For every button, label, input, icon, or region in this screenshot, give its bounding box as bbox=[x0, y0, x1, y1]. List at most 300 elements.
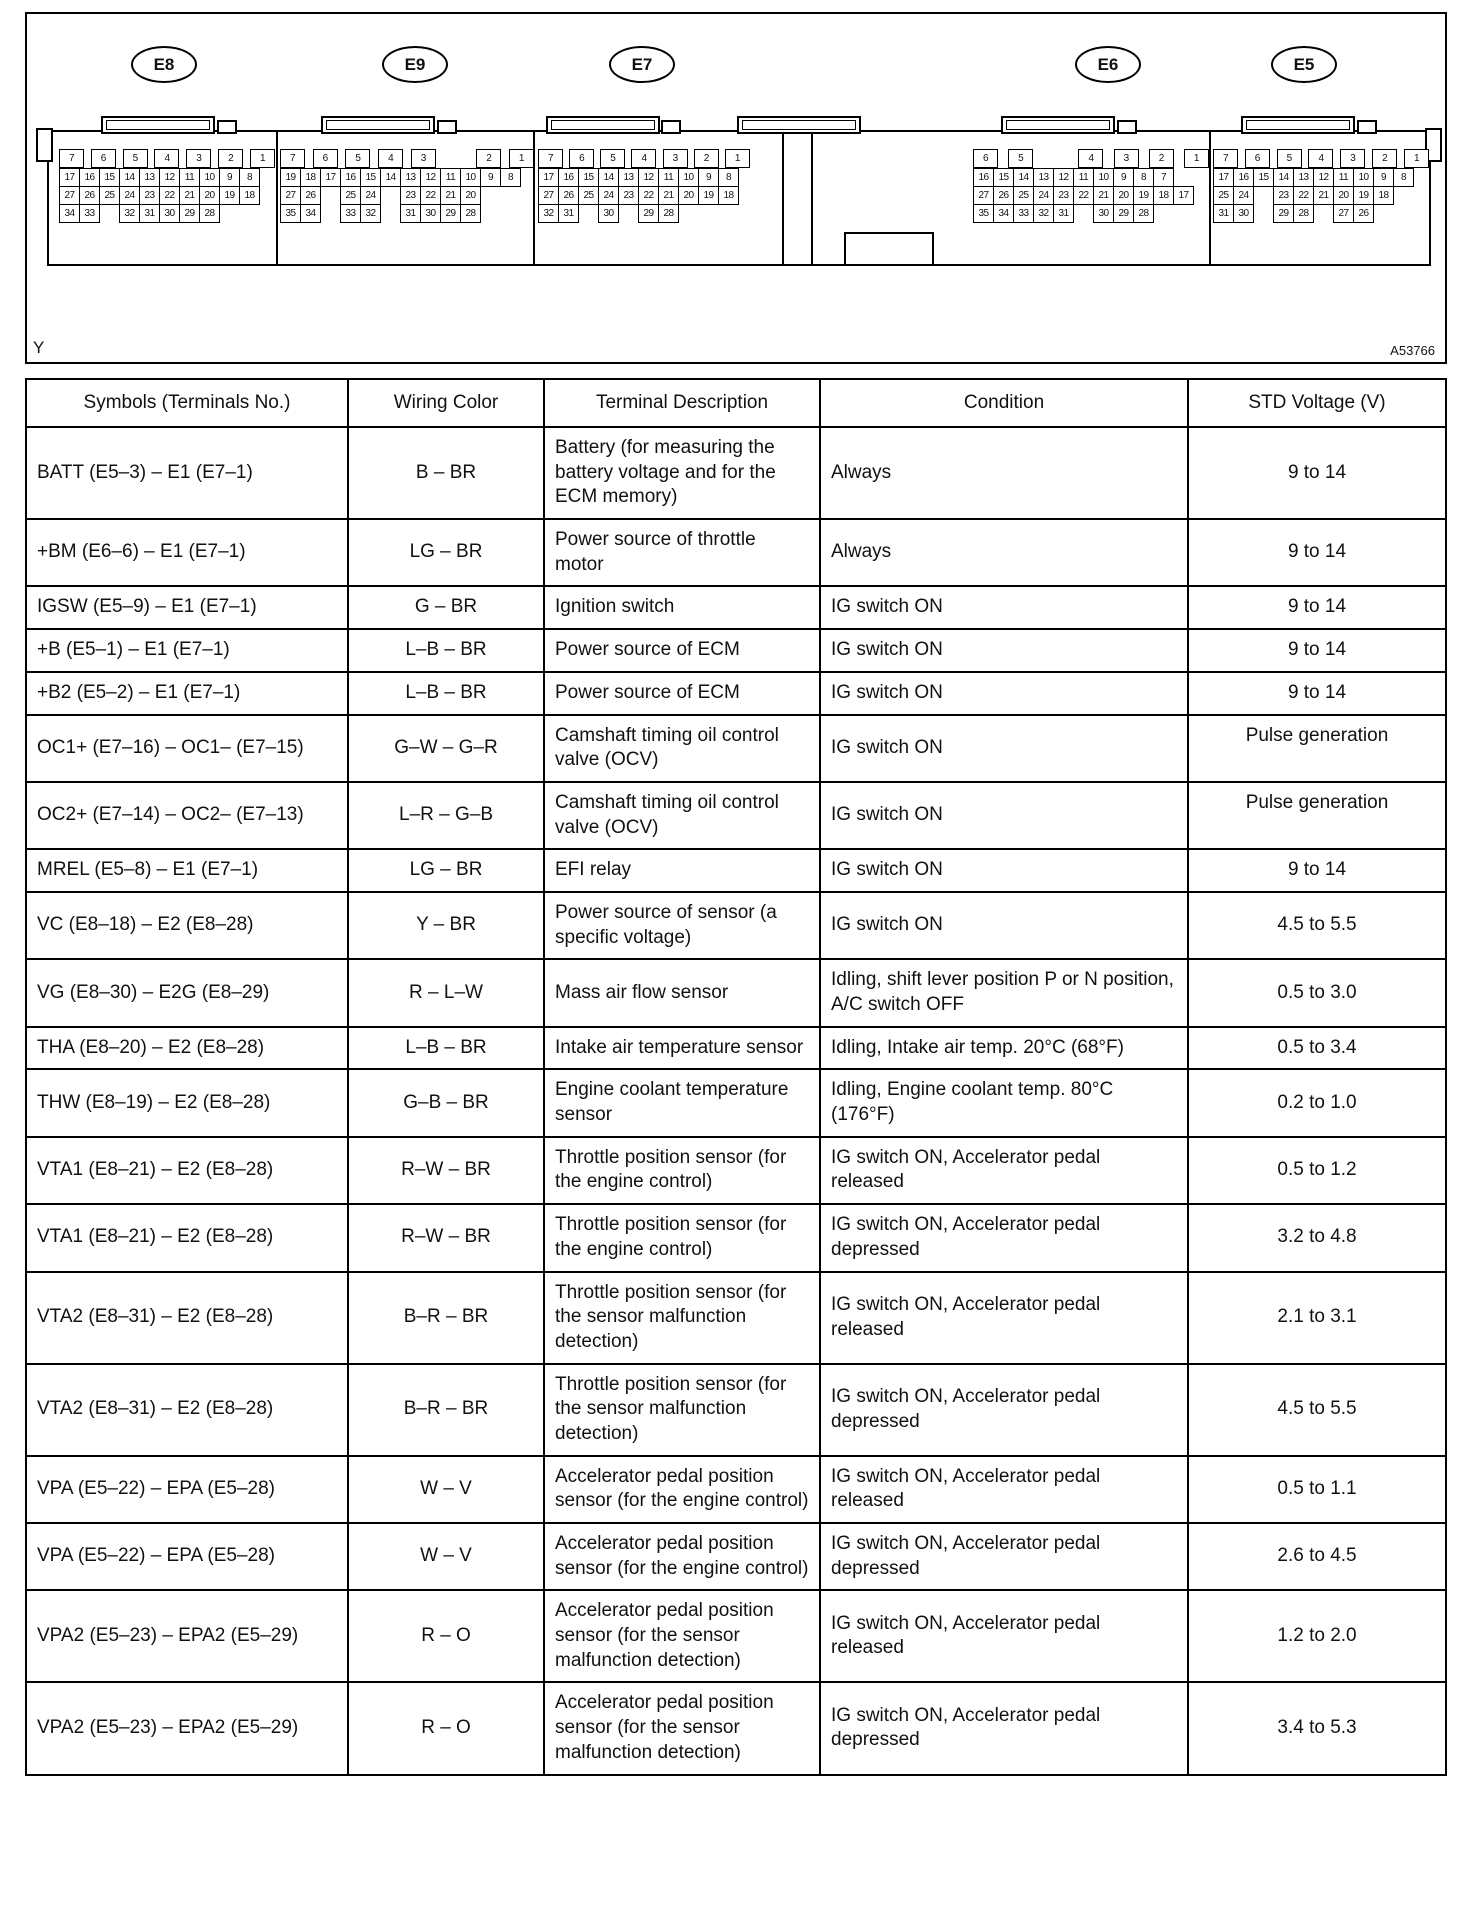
pin-cell: 6 bbox=[569, 149, 594, 168]
table-cell: Always bbox=[820, 519, 1188, 586]
table-cell: Always bbox=[820, 427, 1188, 519]
pin-cell: 15 bbox=[99, 168, 120, 187]
pin-cell: 18 bbox=[1153, 186, 1174, 205]
pin-row bbox=[973, 204, 1209, 223]
pin-row bbox=[59, 186, 275, 205]
pin-cell: 2 bbox=[694, 149, 719, 168]
corner-label: Y bbox=[33, 338, 45, 357]
pin-cell: 35 bbox=[973, 204, 994, 223]
table-cell: 0.5 to 1.1 bbox=[1188, 1456, 1446, 1523]
table-row bbox=[26, 1027, 1446, 1070]
pin-cell: 12 bbox=[638, 168, 659, 187]
pin-row bbox=[538, 204, 750, 223]
pin-cell: 15 bbox=[578, 168, 599, 187]
table-cell: THW (E8–19) – E2 (E8–28) bbox=[26, 1069, 348, 1136]
table-cell: IG switch ON, Accelerator pedal released bbox=[820, 1272, 1188, 1364]
pin-cell: 11 bbox=[1333, 168, 1354, 187]
pin-cell: 17 bbox=[538, 168, 559, 187]
pin-cell: 27 bbox=[973, 186, 994, 205]
table-cell: W – V bbox=[348, 1523, 544, 1590]
table-cell: MREL (E5–8) – E1 (E7–1) bbox=[26, 849, 348, 892]
table-cell: VPA2 (E5–23) – EPA2 (E5–29) bbox=[26, 1682, 348, 1774]
pin-gap bbox=[618, 204, 639, 223]
pin-cell: 27 bbox=[59, 186, 80, 205]
pin-cell: 4 bbox=[1078, 149, 1103, 168]
pin-cell: 20 bbox=[199, 186, 220, 205]
table-cell: R–W – BR bbox=[348, 1204, 544, 1271]
table-cell: IG switch ON, Accelerator pedal depressed bbox=[820, 1523, 1188, 1590]
pin-cell: 5 bbox=[1008, 149, 1033, 168]
pin-cell: 19 bbox=[280, 168, 301, 187]
pin-cell: 24 bbox=[598, 186, 619, 205]
table-cell: Battery (for measuring the battery voltage and for the ECM memory) bbox=[544, 427, 820, 519]
pin-cell: 14 bbox=[1273, 168, 1294, 187]
pin-cell: 29 bbox=[638, 204, 659, 223]
table-cell: Camshaft timing oil control valve (OCV) bbox=[544, 782, 820, 849]
pin-cell: 10 bbox=[199, 168, 220, 187]
pin-cell: 1 bbox=[725, 149, 750, 168]
table-cell: Idling, Engine coolant temp. 80°C (176°F) bbox=[820, 1069, 1188, 1136]
table-row bbox=[26, 1069, 1446, 1136]
table-cell: IGSW (E5–9) – E1 (E7–1) bbox=[26, 586, 348, 629]
pin-cell: 22 bbox=[159, 186, 180, 205]
pin-cell: 20 bbox=[1333, 186, 1354, 205]
mounting-tab bbox=[321, 116, 435, 134]
pin-cell: 30 bbox=[1093, 204, 1114, 223]
pin-cell: 11 bbox=[1073, 168, 1094, 187]
pin-cell: 21 bbox=[179, 186, 200, 205]
pin-cell: 32 bbox=[119, 204, 140, 223]
pin-cell: 4 bbox=[154, 149, 179, 168]
pin-cell: 11 bbox=[440, 168, 461, 187]
pin-cell: 30 bbox=[159, 204, 180, 223]
pin-cell: 14 bbox=[380, 168, 401, 187]
pin-cell: 14 bbox=[119, 168, 140, 187]
table-cell: IG switch ON, Accelerator pedal depressed bbox=[820, 1204, 1188, 1271]
table-cell: IG switch ON bbox=[820, 849, 1188, 892]
pin-gap bbox=[444, 149, 469, 168]
table-cell: Mass air flow sensor bbox=[544, 959, 820, 1026]
pin-cell: 1 bbox=[1404, 149, 1429, 168]
pin-cell: 30 bbox=[420, 204, 441, 223]
table-cell: Pulse generation bbox=[1188, 715, 1446, 782]
table-row bbox=[26, 1272, 1446, 1364]
pin-cell: 17 bbox=[1213, 168, 1234, 187]
pin-cell: 22 bbox=[1293, 186, 1314, 205]
pin-cell: 23 bbox=[139, 186, 160, 205]
pin-cell: 33 bbox=[1013, 204, 1034, 223]
table-body bbox=[26, 427, 1446, 1775]
pin-cell: 31 bbox=[139, 204, 160, 223]
column-header: Symbols (Terminals No.) bbox=[26, 379, 348, 427]
pin-row bbox=[280, 149, 534, 168]
pin-cell: 33 bbox=[340, 204, 361, 223]
mounting-tab bbox=[737, 116, 861, 134]
pin-cell: 24 bbox=[360, 186, 381, 205]
pin-cell: 12 bbox=[159, 168, 180, 187]
table-cell: R–W – BR bbox=[348, 1137, 544, 1204]
mounting-tab bbox=[101, 116, 215, 134]
pin-cell: 20 bbox=[678, 186, 699, 205]
table-cell: OC2+ (E7–14) – OC2– (E7–13) bbox=[26, 782, 348, 849]
pin-cell: 25 bbox=[340, 186, 361, 205]
pin-cell: 12 bbox=[420, 168, 441, 187]
pin-gap bbox=[320, 186, 341, 205]
mounting-lug bbox=[1117, 120, 1137, 134]
pin-cell: 9 bbox=[480, 168, 501, 187]
pin-cell: 24 bbox=[1233, 186, 1254, 205]
pin-cell: 24 bbox=[119, 186, 140, 205]
table-cell: VC (E8–18) – E2 (E8–28) bbox=[26, 892, 348, 959]
table-cell: Ignition switch bbox=[544, 586, 820, 629]
ecm-housing bbox=[47, 130, 1431, 266]
pin-cell: 7 bbox=[538, 149, 563, 168]
pin-cell: 2 bbox=[218, 149, 243, 168]
pin-row bbox=[280, 186, 534, 205]
pin-cell: 22 bbox=[638, 186, 659, 205]
pin-cell: 12 bbox=[1313, 168, 1334, 187]
table-row bbox=[26, 427, 1446, 519]
table-row bbox=[26, 849, 1446, 892]
pin-row bbox=[59, 168, 275, 187]
pin-cell: 5 bbox=[123, 149, 148, 168]
connector-diagram bbox=[25, 12, 1447, 364]
table-cell: Throttle position sensor (for the sensor malfunction detection) bbox=[544, 1364, 820, 1456]
table-cell: Power source of ECM bbox=[544, 629, 820, 672]
connector-label-e5: E5 bbox=[1271, 46, 1337, 83]
pin-cell: 1 bbox=[509, 149, 534, 168]
table-cell: 2.1 to 3.1 bbox=[1188, 1272, 1446, 1364]
table-cell: L–B – BR bbox=[348, 1027, 544, 1070]
pin-cell: 20 bbox=[460, 186, 481, 205]
table-cell: Idling, shift lever position P or N position, A/C switch OFF bbox=[820, 959, 1188, 1026]
pin-cell: 28 bbox=[658, 204, 679, 223]
pin-cell: 6 bbox=[973, 149, 998, 168]
table-cell: 9 to 14 bbox=[1188, 629, 1446, 672]
pin-cell: 31 bbox=[400, 204, 421, 223]
table-cell: Idling, Intake air temp. 20°C (68°F) bbox=[820, 1027, 1188, 1070]
table-cell: 0.5 to 3.0 bbox=[1188, 959, 1446, 1026]
pin-cell: 19 bbox=[219, 186, 240, 205]
pin-cell: 35 bbox=[280, 204, 301, 223]
pin-cell: 7 bbox=[280, 149, 305, 168]
pin-gap bbox=[1253, 204, 1274, 223]
pin-cell: 9 bbox=[698, 168, 719, 187]
table-row bbox=[26, 959, 1446, 1026]
pin-cell: 34 bbox=[300, 204, 321, 223]
table-cell: 4.5 to 5.5 bbox=[1188, 892, 1446, 959]
table-row bbox=[26, 519, 1446, 586]
column-header: Condition bbox=[820, 379, 1188, 427]
table-cell: L–B – BR bbox=[348, 672, 544, 715]
pin-cell: 28 bbox=[199, 204, 220, 223]
pin-cell: 14 bbox=[598, 168, 619, 187]
connector-label-e9: E9 bbox=[382, 46, 448, 83]
table-row bbox=[26, 892, 1446, 959]
table-cell: IG switch ON, Accelerator pedal released bbox=[820, 1456, 1188, 1523]
pin-cell: 16 bbox=[973, 168, 994, 187]
figure-code: A53766 bbox=[1390, 343, 1435, 358]
pin-cell: 16 bbox=[340, 168, 361, 187]
pin-row bbox=[59, 204, 275, 223]
pin-cell: 26 bbox=[79, 186, 100, 205]
connector-block-e7 bbox=[538, 149, 750, 223]
table-cell: Engine coolant temperature sensor bbox=[544, 1069, 820, 1136]
table-cell: Y – BR bbox=[348, 892, 544, 959]
table-row bbox=[26, 1204, 1446, 1271]
table-cell: 0.5 to 1.2 bbox=[1188, 1137, 1446, 1204]
pin-cell: 32 bbox=[1033, 204, 1054, 223]
pin-cell: 1 bbox=[250, 149, 275, 168]
table-cell: B – BR bbox=[348, 427, 544, 519]
table-row bbox=[26, 672, 1446, 715]
table-cell: G–B – BR bbox=[348, 1069, 544, 1136]
table-cell: R – L–W bbox=[348, 959, 544, 1026]
table-cell: Throttle position sensor (for the sensor malfunction detection) bbox=[544, 1272, 820, 1364]
pin-cell: 22 bbox=[1073, 186, 1094, 205]
pin-cell: 8 bbox=[500, 168, 521, 187]
table-cell: G – BR bbox=[348, 586, 544, 629]
pin-cell: 28 bbox=[1133, 204, 1154, 223]
column-header: Terminal Description bbox=[544, 379, 820, 427]
table-cell: Pulse generation bbox=[1188, 782, 1446, 849]
table-cell: Accelerator pedal position sensor (for the sensor malfunction detection) bbox=[544, 1682, 820, 1774]
housing-seam bbox=[811, 132, 813, 264]
table-cell: 1.2 to 2.0 bbox=[1188, 1590, 1446, 1682]
keying-notch bbox=[844, 232, 934, 266]
pin-cell: 31 bbox=[558, 204, 579, 223]
pin-cell: 13 bbox=[400, 168, 421, 187]
table-cell: VPA2 (E5–23) – EPA2 (E5–29) bbox=[26, 1590, 348, 1682]
connector-block-e6 bbox=[973, 149, 1209, 223]
pin-cell: 2 bbox=[476, 149, 501, 168]
table-cell: 9 to 14 bbox=[1188, 586, 1446, 629]
table-cell: LG – BR bbox=[348, 519, 544, 586]
pin-cell: 15 bbox=[993, 168, 1014, 187]
pin-gap bbox=[1073, 204, 1094, 223]
pin-cell: 3 bbox=[663, 149, 688, 168]
pin-gap bbox=[99, 204, 120, 223]
pin-cell: 28 bbox=[1293, 204, 1314, 223]
pin-cell: 15 bbox=[1253, 168, 1274, 187]
pin-cell: 18 bbox=[300, 168, 321, 187]
pin-cell: 32 bbox=[538, 204, 559, 223]
table-cell: Camshaft timing oil control valve (OCV) bbox=[544, 715, 820, 782]
pin-cell: 31 bbox=[1213, 204, 1234, 223]
table-cell: L–B – BR bbox=[348, 629, 544, 672]
pin-cell: 29 bbox=[440, 204, 461, 223]
connector-block-e5 bbox=[1213, 149, 1429, 223]
pin-cell: 21 bbox=[1313, 186, 1334, 205]
pin-cell: 9 bbox=[219, 168, 240, 187]
table-cell: Accelerator pedal position sensor (for the sensor malfunction detection) bbox=[544, 1590, 820, 1682]
pin-cell: 21 bbox=[1093, 186, 1114, 205]
table-cell: IG switch ON bbox=[820, 672, 1188, 715]
table-cell: VG (E8–30) – E2G (E8–29) bbox=[26, 959, 348, 1026]
pin-cell: 4 bbox=[631, 149, 656, 168]
pin-row bbox=[1213, 204, 1429, 223]
pin-cell: 7 bbox=[1213, 149, 1238, 168]
pin-cell: 13 bbox=[1033, 168, 1054, 187]
table-cell: Accelerator pedal position sensor (for the engine control) bbox=[544, 1456, 820, 1523]
table-header-row bbox=[26, 379, 1446, 427]
pin-cell: 8 bbox=[239, 168, 260, 187]
table-cell: +BM (E6–6) – E1 (E7–1) bbox=[26, 519, 348, 586]
pin-cell: 4 bbox=[378, 149, 403, 168]
pin-cell: 18 bbox=[239, 186, 260, 205]
pin-cell: 18 bbox=[718, 186, 739, 205]
pin-row bbox=[1213, 186, 1429, 205]
table-cell: Power source of sensor (a specific voltage) bbox=[544, 892, 820, 959]
pin-row bbox=[538, 168, 750, 187]
pin-cell: 34 bbox=[993, 204, 1014, 223]
pin-cell: 7 bbox=[1153, 168, 1174, 187]
table-cell: B–R – BR bbox=[348, 1272, 544, 1364]
pin-cell: 19 bbox=[1353, 186, 1374, 205]
column-header: STD Voltage (V) bbox=[1188, 379, 1446, 427]
table-cell: IG switch ON bbox=[820, 892, 1188, 959]
pin-cell: 17 bbox=[320, 168, 341, 187]
pin-cell: 19 bbox=[698, 186, 719, 205]
pin-cell: 11 bbox=[658, 168, 679, 187]
pin-gap bbox=[578, 204, 599, 223]
mounting-tab bbox=[1241, 116, 1355, 134]
pin-cell: 9 bbox=[1373, 168, 1394, 187]
table-cell: Power source of ECM bbox=[544, 672, 820, 715]
connector-label-e6: E6 bbox=[1075, 46, 1141, 83]
pin-cell: 18 bbox=[1373, 186, 1394, 205]
table-cell: 9 to 14 bbox=[1188, 672, 1446, 715]
pin-cell: 6 bbox=[313, 149, 338, 168]
pin-cell: 23 bbox=[618, 186, 639, 205]
pin-cell: 15 bbox=[360, 168, 381, 187]
connector-block-e8 bbox=[59, 149, 275, 223]
column-header: Wiring Color bbox=[348, 379, 544, 427]
table-row bbox=[26, 1590, 1446, 1682]
pin-cell: 5 bbox=[1277, 149, 1302, 168]
pin-cell: 6 bbox=[1245, 149, 1270, 168]
pin-cell: 9 bbox=[1113, 168, 1134, 187]
table-cell: Intake air temperature sensor bbox=[544, 1027, 820, 1070]
pin-cell: 27 bbox=[280, 186, 301, 205]
pin-cell: 14 bbox=[1013, 168, 1034, 187]
table-cell: VTA2 (E8–31) – E2 (E8–28) bbox=[26, 1364, 348, 1456]
pin-row bbox=[59, 149, 275, 168]
mounting-tab bbox=[1001, 116, 1115, 134]
pin-cell: 8 bbox=[1393, 168, 1414, 187]
pin-cell: 32 bbox=[360, 204, 381, 223]
table-cell: L–R – G–B bbox=[348, 782, 544, 849]
table-cell: 0.5 to 3.4 bbox=[1188, 1027, 1446, 1070]
pin-cell: 13 bbox=[1293, 168, 1314, 187]
pin-cell: 16 bbox=[1233, 168, 1254, 187]
pin-cell: 33 bbox=[79, 204, 100, 223]
table-cell: VPA (E5–22) – EPA (E5–28) bbox=[26, 1523, 348, 1590]
table-cell: IG switch ON bbox=[820, 629, 1188, 672]
connector-block-e9 bbox=[280, 149, 534, 223]
table-cell: 3.2 to 4.8 bbox=[1188, 1204, 1446, 1271]
table-cell: Power source of throttle motor bbox=[544, 519, 820, 586]
pin-cell: 16 bbox=[558, 168, 579, 187]
housing-seam bbox=[1209, 132, 1211, 264]
pin-cell: 10 bbox=[460, 168, 481, 187]
pin-cell: 25 bbox=[1213, 186, 1234, 205]
table-cell: IG switch ON bbox=[820, 715, 1188, 782]
pin-cell: 30 bbox=[1233, 204, 1254, 223]
table-cell: R – O bbox=[348, 1590, 544, 1682]
pin-cell: 29 bbox=[1273, 204, 1294, 223]
pin-cell: 26 bbox=[993, 186, 1014, 205]
pin-cell: 5 bbox=[345, 149, 370, 168]
table-cell: IG switch ON, Accelerator pedal depressed bbox=[820, 1364, 1188, 1456]
pin-cell: 26 bbox=[558, 186, 579, 205]
table-row bbox=[26, 782, 1446, 849]
table-row bbox=[26, 586, 1446, 629]
mounting-lug bbox=[661, 120, 681, 134]
table-cell: +B (E5–1) – E1 (E7–1) bbox=[26, 629, 348, 672]
pin-row bbox=[973, 186, 1209, 205]
table-cell: IG switch ON, Accelerator pedal depressed bbox=[820, 1682, 1188, 1774]
mounting-lug bbox=[217, 120, 237, 134]
pin-row bbox=[973, 149, 1209, 168]
table-cell: G–W – G–R bbox=[348, 715, 544, 782]
pin-cell: 28 bbox=[460, 204, 481, 223]
pin-cell: 10 bbox=[678, 168, 699, 187]
pin-cell: 25 bbox=[99, 186, 120, 205]
pin-cell: 26 bbox=[300, 186, 321, 205]
table-row bbox=[26, 1137, 1446, 1204]
terminal-voltage-table bbox=[25, 378, 1447, 1776]
pin-cell: 25 bbox=[578, 186, 599, 205]
pin-row bbox=[538, 186, 750, 205]
pin-cell: 19 bbox=[1133, 186, 1154, 205]
pin-row bbox=[538, 149, 750, 168]
table-cell: OC1+ (E7–16) – OC1– (E7–15) bbox=[26, 715, 348, 782]
pin-gap bbox=[1043, 149, 1068, 168]
table-cell: B–R – BR bbox=[348, 1364, 544, 1456]
pin-gap bbox=[1313, 204, 1334, 223]
pin-cell: 8 bbox=[1133, 168, 1154, 187]
pin-cell: 27 bbox=[538, 186, 559, 205]
pin-cell: 21 bbox=[440, 186, 461, 205]
table-cell: 3.4 to 5.3 bbox=[1188, 1682, 1446, 1774]
pin-cell: 6 bbox=[91, 149, 116, 168]
mounting-lug bbox=[1357, 120, 1377, 134]
pin-cell: 2 bbox=[1372, 149, 1397, 168]
pin-cell: 8 bbox=[718, 168, 739, 187]
pin-cell: 23 bbox=[400, 186, 421, 205]
pin-cell: 31 bbox=[1053, 204, 1074, 223]
pin-cell: 29 bbox=[1113, 204, 1134, 223]
end-cap bbox=[36, 128, 53, 162]
pin-cell: 23 bbox=[1053, 186, 1074, 205]
pin-cell: 7 bbox=[59, 149, 84, 168]
pin-cell: 16 bbox=[79, 168, 100, 187]
pin-row bbox=[973, 168, 1209, 187]
connector-label-e7: E7 bbox=[609, 46, 675, 83]
pin-cell: 13 bbox=[139, 168, 160, 187]
table-cell: R – O bbox=[348, 1682, 544, 1774]
pin-cell: 5 bbox=[600, 149, 625, 168]
housing-seam bbox=[782, 132, 784, 264]
pin-cell: 21 bbox=[658, 186, 679, 205]
table-cell: 9 to 14 bbox=[1188, 519, 1446, 586]
table-cell: IG switch ON, Accelerator pedal released bbox=[820, 1590, 1188, 1682]
pin-cell: 30 bbox=[598, 204, 619, 223]
pin-cell: 12 bbox=[1053, 168, 1074, 187]
table-row bbox=[26, 715, 1446, 782]
table-cell: 9 to 14 bbox=[1188, 849, 1446, 892]
